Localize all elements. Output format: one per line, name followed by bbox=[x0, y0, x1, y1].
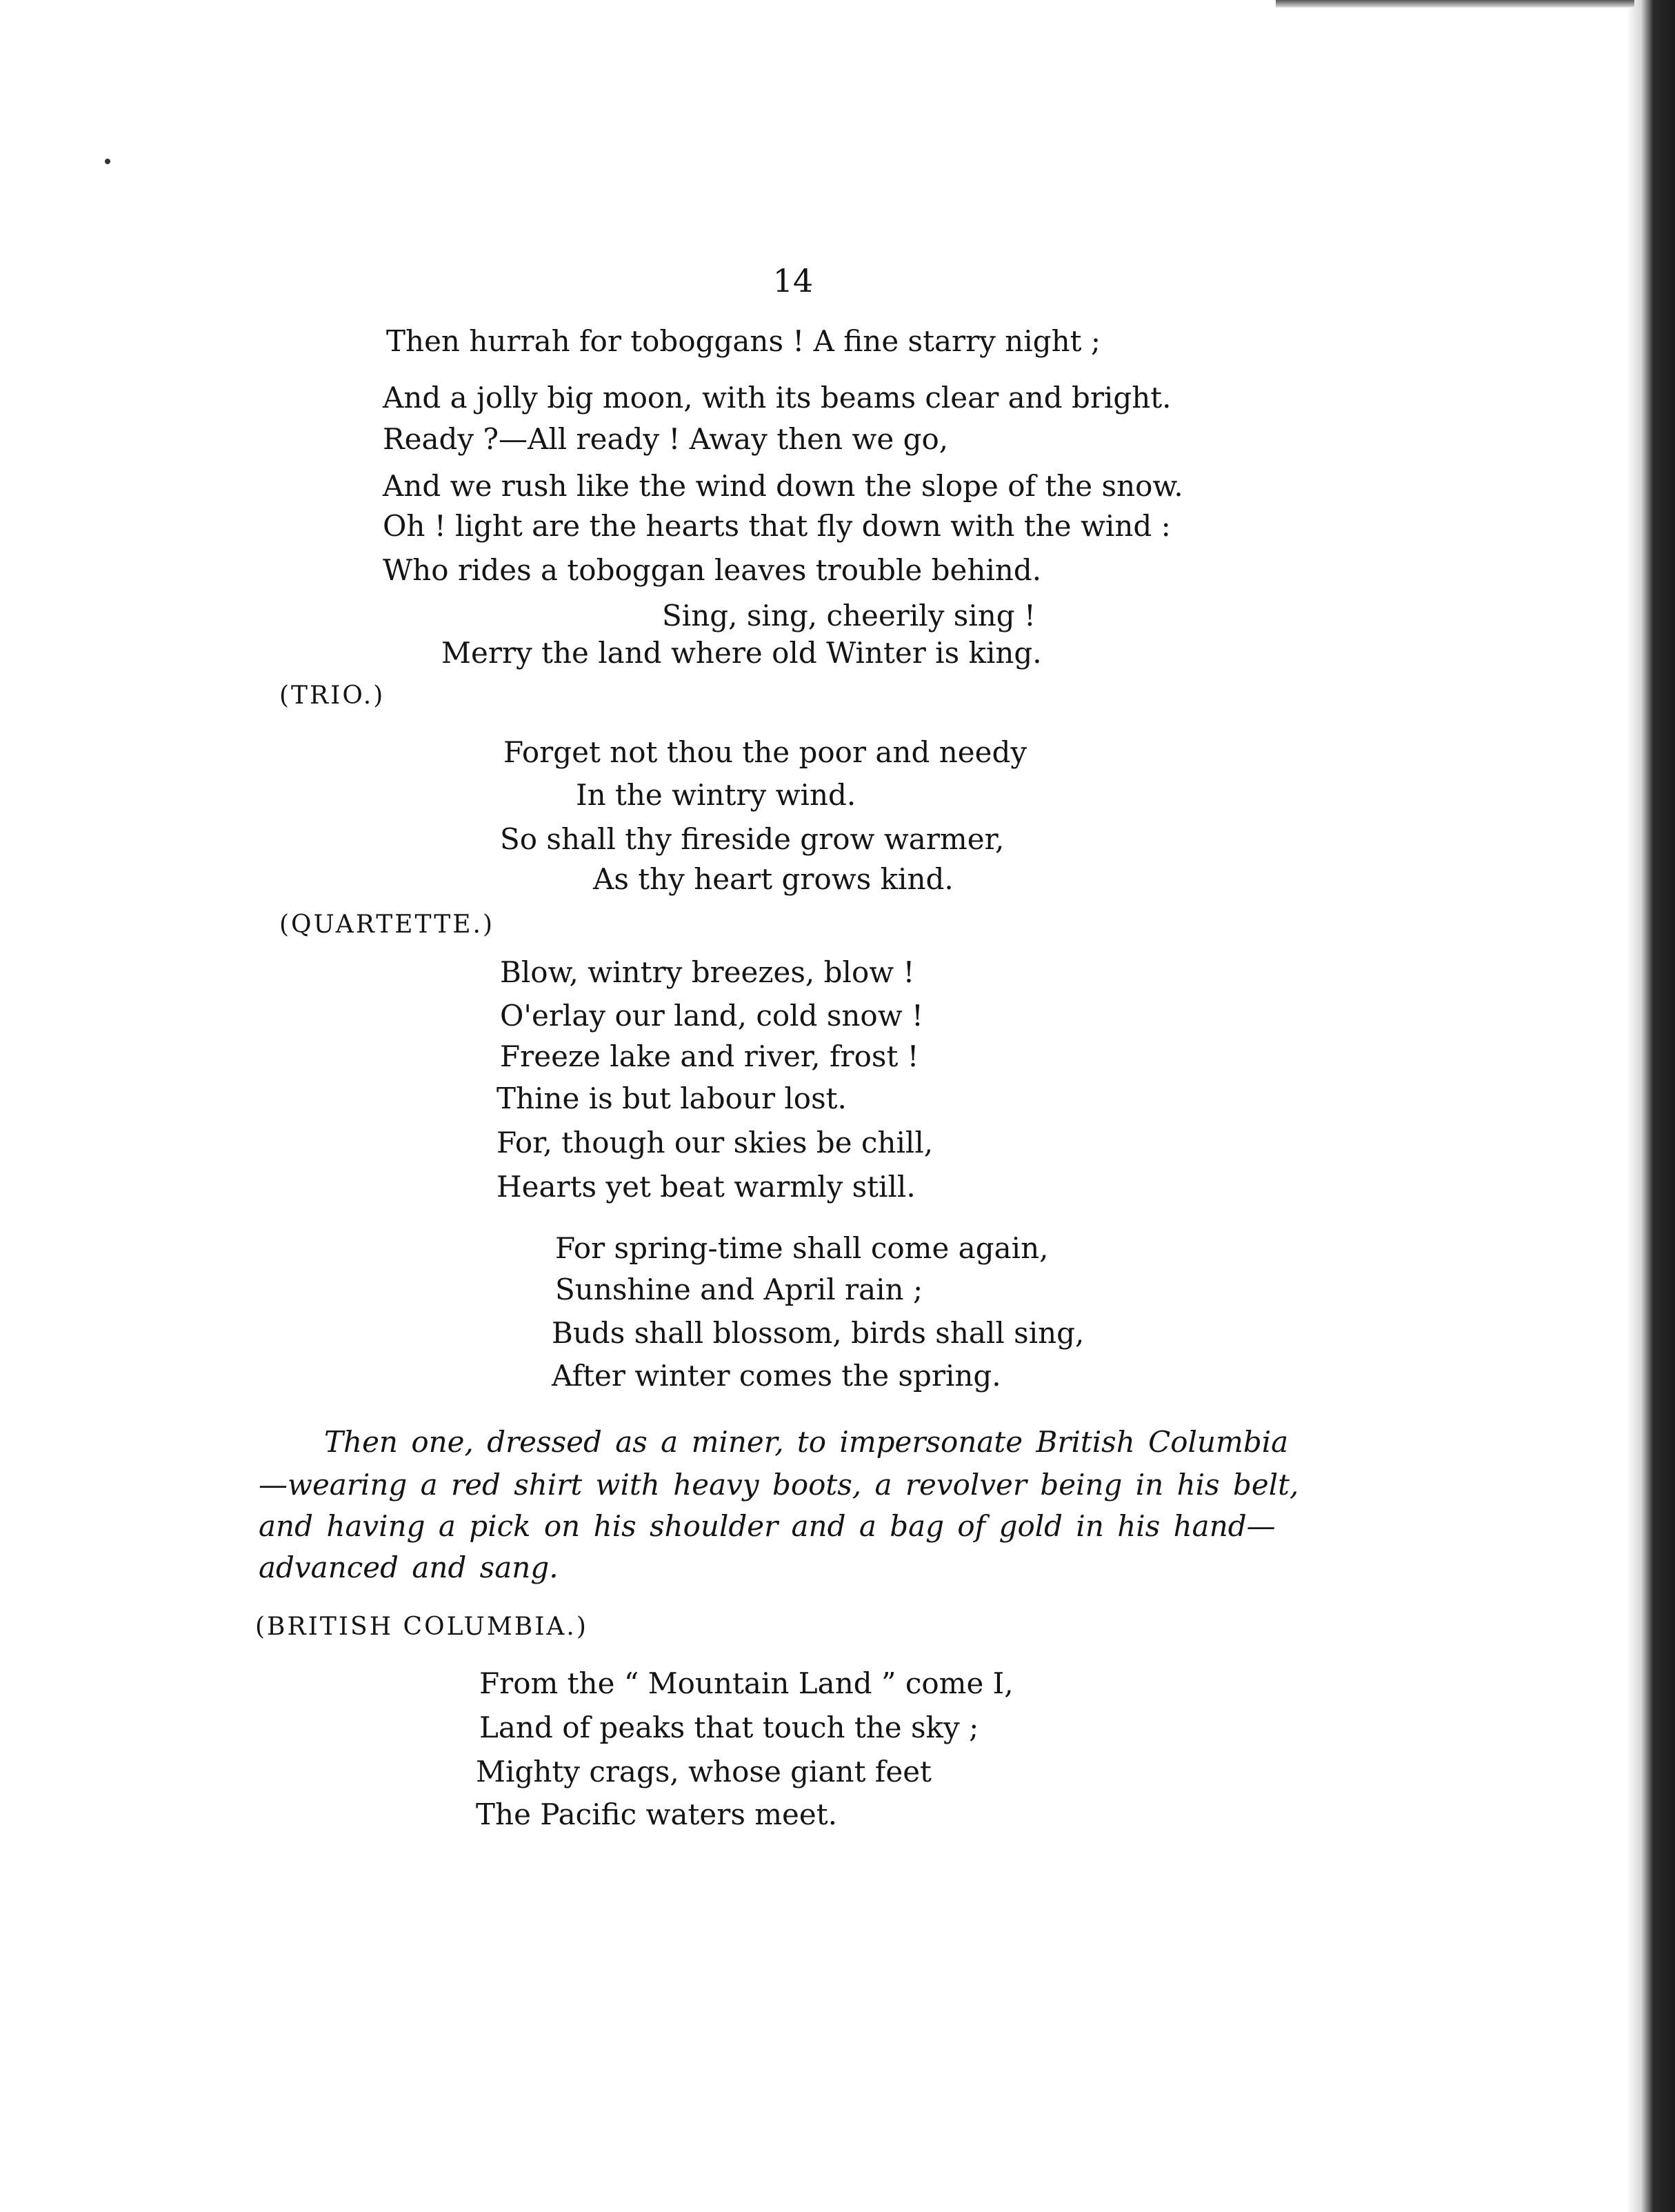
scan-edge-top bbox=[1276, 0, 1634, 8]
verse-line: Sunshine and April rain ; bbox=[555, 1273, 923, 1306]
verse-line: As thy heart grows kind. bbox=[593, 862, 954, 896]
verse-line: Ready ?—All ready ! Away then we go, bbox=[383, 422, 949, 456]
verse-line: Mighty crags, whose giant feet bbox=[476, 1755, 932, 1788]
verse-line: Oh ! light are the hearts that fly down with the wind : bbox=[383, 509, 1171, 543]
verse-line: And we rush like the wind down the slope of the snow. bbox=[383, 469, 1183, 503]
verse-line: From the “ Mountain Land ” come I, bbox=[479, 1666, 1014, 1700]
stage-direction-line: advanced and sang. bbox=[259, 1551, 559, 1584]
stage-direction-line: —wearing a red shirt with heavy boots, a revolver being in his belt, bbox=[259, 1468, 1299, 1502]
scan-speck bbox=[105, 159, 110, 164]
verse-line: Hearts yet beat warmly still. bbox=[497, 1170, 916, 1204]
verse-line: Blow, wintry breezes, blow ! bbox=[500, 955, 915, 989]
verse-line: And a jolly big moon, with its beams clear and bright. bbox=[383, 381, 1172, 415]
verse-line: Merry the land where old Winter is king. bbox=[441, 636, 1042, 670]
verse-line: For, though our skies be chill, bbox=[497, 1126, 934, 1159]
verse-line: Buds shall blossom, birds shall sing, bbox=[552, 1316, 1085, 1350]
verse-line: Land of peaks that touch the sky ; bbox=[479, 1711, 979, 1744]
section-label-british-columbia: (BRITISH COLUMBIA.) bbox=[255, 1613, 588, 1641]
verse-line: In the wintry wind. bbox=[576, 778, 856, 812]
verse-line: Freeze lake and river, frost ! bbox=[500, 1039, 919, 1073]
verse-line: O'erlay our land, cold snow ! bbox=[500, 999, 923, 1033]
stage-direction-line: and having a pick on his shoulder and a bag of gold in his hand— bbox=[259, 1509, 1276, 1543]
page-number: 14 bbox=[772, 262, 814, 299]
verse-line: Thine is but labour lost. bbox=[497, 1082, 847, 1115]
section-label-quartette: (QUARTETTE.) bbox=[279, 910, 495, 939]
verse-line: Sing, sing, cheerily sing ! bbox=[662, 599, 1036, 632]
section-label-trio: (TRIO.) bbox=[279, 681, 385, 710]
verse-line: For spring-time shall come again, bbox=[555, 1231, 1049, 1265]
verse-line: Who rides a toboggan leaves trouble behind. bbox=[383, 553, 1042, 587]
verse-line: After winter comes the spring. bbox=[552, 1359, 1001, 1393]
verse-line: So shall thy fireside grow warmer, bbox=[500, 822, 1005, 856]
verse-line: The Pacific waters meet. bbox=[476, 1797, 837, 1831]
stage-direction-line: Then one, dressed as a miner, to impersonate British Columbia bbox=[324, 1425, 1289, 1459]
page-edge-shadow bbox=[1627, 0, 1675, 2212]
verse-line: Then hurrah for toboggans ! A fine starry night ; bbox=[386, 324, 1101, 358]
verse-line: Forget not thou the poor and needy bbox=[503, 735, 1027, 769]
